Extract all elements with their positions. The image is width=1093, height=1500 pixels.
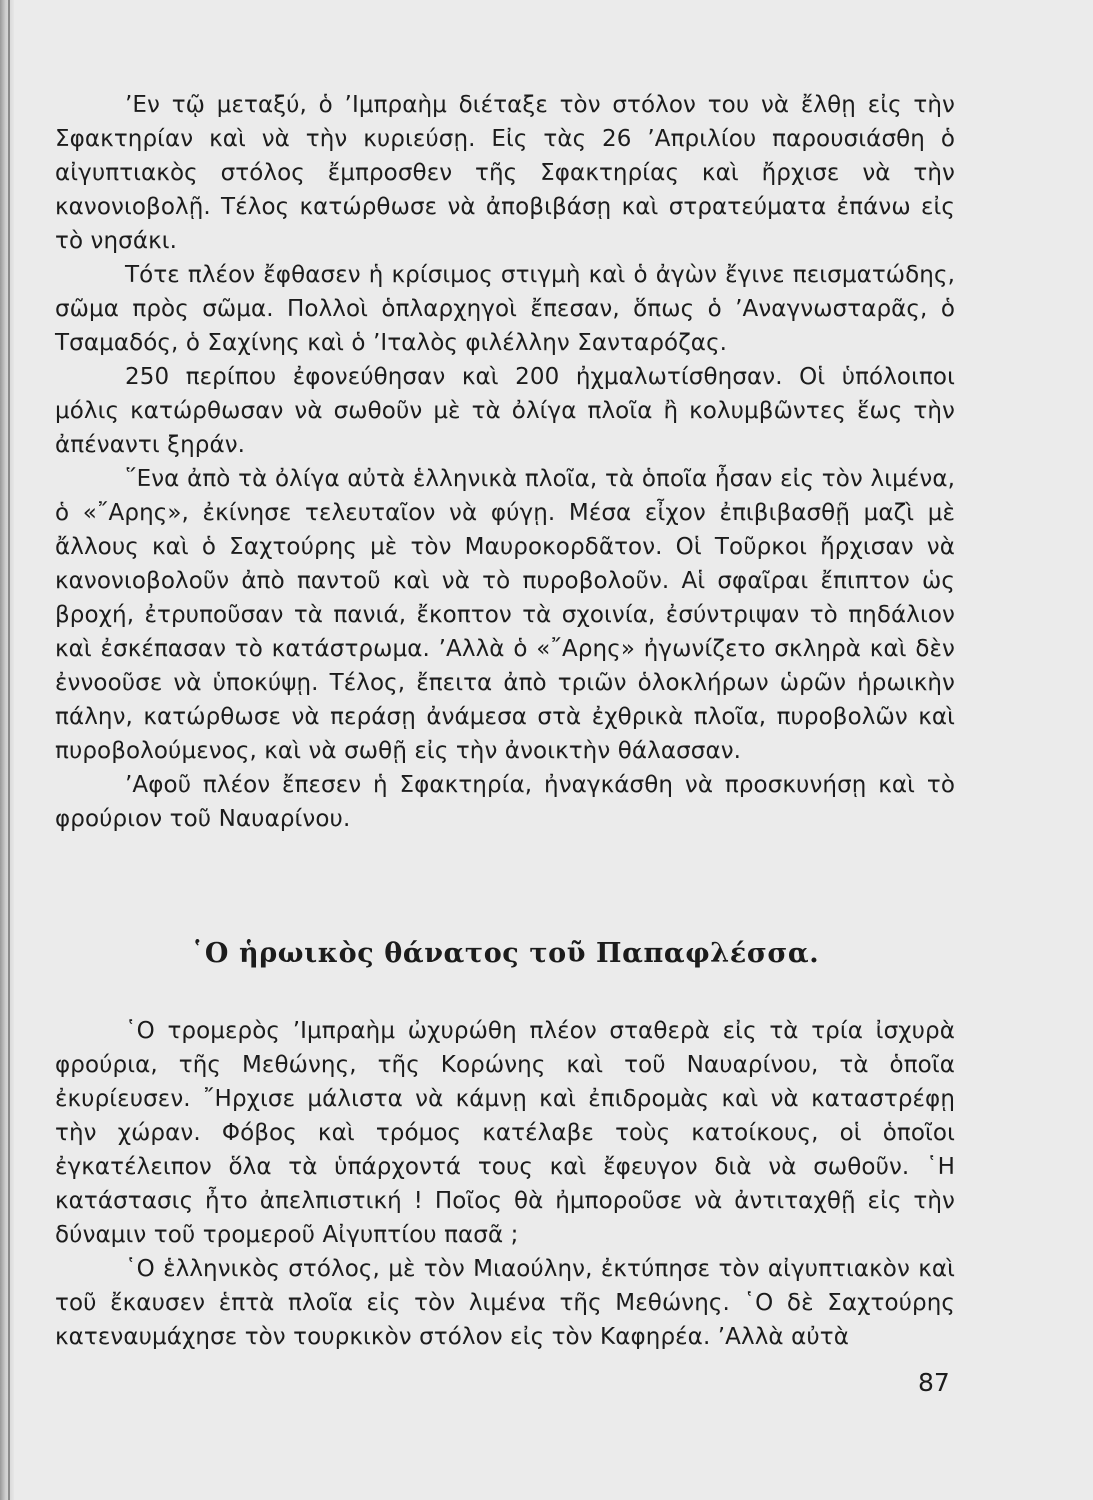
paragraph: ῞Ενα ἀπὸ τὰ ὀλίγα αὐτὰ ἑλληνικὰ πλοῖα, τὰ ὁποῖα ἦσαν εἰς τὸν λιμένα, ὁ «῎Αρης», ἐκίνησε τελευταῖον νὰ φύγῃ. Μέσα εἶχον ἐπιβιβασθῇ μαζὶ μὲ ἄλλους καὶ ὁ Σαχτούρης μὲ τὸν Μαυροκορδᾶτον. Οἱ Τοῦρκοι ἤρχισαν νὰ κανονιοβολοῦν ἀπὸ παντοῦ καὶ νὰ τὸ πυροβολοῦν. Αἱ σφαῖραι ἔπιπτον ὡς βροχή, ἐτρυποῦσαν τὰ πανιά, ἔκοπτον τὰ σχοινία, ἐσύντριψαν τὸ πηδάλιον καὶ ἐσκέπασαν τὸ κατάστρωμα. ’Αλλὰ ὁ «῎Αρης» ἠγωνίζετο σκληρὰ καὶ δὲν ἐννοοῦσε νὰ ὑποκύψῃ. Τέλος, ἔπειτα ἀπὸ τριῶν ὁλοκλήρων ὡρῶν ἡρωικὴν πάλην, κατώρθωσε νὰ περάσῃ ἀνάμεσα στὰ ἐχθρικὰ πλοῖα, πυροβολῶν καὶ πυροβολούμενος, καὶ νὰ σωθῇ εἰς τὴν ἀνοικτὴν θάλασσαν. xyxy=(55,466,955,764)
page-binding-edge xyxy=(0,0,14,1500)
paragraph: Τότε πλέον ἔφθασεν ἡ κρίσιμος στιγμὴ καὶ ὁ ἀγὼν ἔγινε πεισματώδης, σῶμα πρὸς σῶμα. Πολλοὶ ὁπλαρχηγοὶ ἔπεσαν, ὅπως ὁ ’Αναγνωσταρᾶς, ὁ Τσαμαδός, ὁ Σαχίνης καὶ ὁ ’Ιταλὸς φιλέλλην Σανταρόζας. xyxy=(55,262,955,356)
paragraph: ’Αφοῦ πλέον ἔπεσεν ἡ Σφακτηρία, ἠναγκάσθη νὰ προσκυνήσῃ καὶ τὸ φρούριον τοῦ Ναυαρίνου. xyxy=(55,772,955,832)
paragraph: 250 περίπου ἐφονεύθησαν καὶ 200 ἠχμαλωτίσθησαν. Οἱ ὑπόλοιποι μόλις κατώρθωσαν νὰ σωθοῦν μὲ τὰ ὀλίγα πλοῖα ἢ κολυμβῶντες ἕως τὴν ἀπέναντι ξηράν. xyxy=(55,364,955,458)
text-section-papaflessas xyxy=(55,1014,955,1354)
text-section-sfaktiria xyxy=(55,88,955,836)
paragraph: ῾Ο τρομερὸς ’Ιμπραὴμ ὠχυρώθη πλέον σταθερὰ εἰς τὰ τρία ἰσχυρὰ φρούρια, τῆς Μεθώνης, τῆς Κορώνης καὶ τοῦ Ναυαρίνου, τὰ ὁποῖα ἐκυρίευσεν. ῎Ηρχισε μάλιστα νὰ κάμνῃ καὶ ἐπιδρομὰς καὶ νὰ καταστρέφῃ τὴν χώραν. Φόβος καὶ τρόμος κατέλαβε τοὺς κατοίκους, οἱ ὁποῖοι ἐγκατέλειπον ὅλα τὰ ὑπάρχοντά τους καὶ ἔφευγον διὰ νὰ σωθοῦν. ῾Η κατάστασις ἦτο ἀπελπιστική ! Ποῖος θὰ ἠμποροῦσε νὰ ἀντιταχθῇ εἰς τὴν δύναμιν τοῦ τρομεροῦ Αἰγυπτίου πασᾶ ; xyxy=(55,1018,955,1248)
page-binding-line xyxy=(8,0,10,1500)
section-heading: ῾Ο ἡρωικὸς θάνατος τοῦ Παπαφλέσσα. xyxy=(190,938,820,969)
paragraph: ῾Ο ἑλληνικὸς στόλος, μὲ τὸν Μιαούλην, ἐκτύπησε τὸν αἰγυπτιακὸν καὶ τοῦ ἔκαυσεν ἑπτὰ πλοῖα εἰς τὸν λιμένα τῆς Μεθώνης. ῾Ο δὲ Σαχτούρης κατεναυμάχησε τὸν τουρκικὸν στόλον εἰς τὸν Καφηρέα. ’Αλλὰ αὐτὰ xyxy=(55,1256,955,1350)
paragraph: ’Εν τῷ μεταξύ, ὁ ’Ιμπραὴμ διέταξε τὸν στόλον του νὰ ἔλθῃ εἰς τὴν Σφακτηρίαν καὶ νὰ τὴν κυριεύσῃ. Εἰς τὰς 26 ’Απριλίου παρουσιάσθη ὁ αἰγυπτιακὸς στόλος ἔμπροσθεν τῆς Σφακτηρίας καὶ ἤρχισε νὰ τὴν κανονιοβολῇ. Τέλος κατώρθωσε νὰ ἀποβιβάσῃ καὶ στρατεύματα ἐπάνω εἰς τὸ νησάκι. xyxy=(55,92,955,254)
page-number: 87 xyxy=(918,1368,950,1397)
